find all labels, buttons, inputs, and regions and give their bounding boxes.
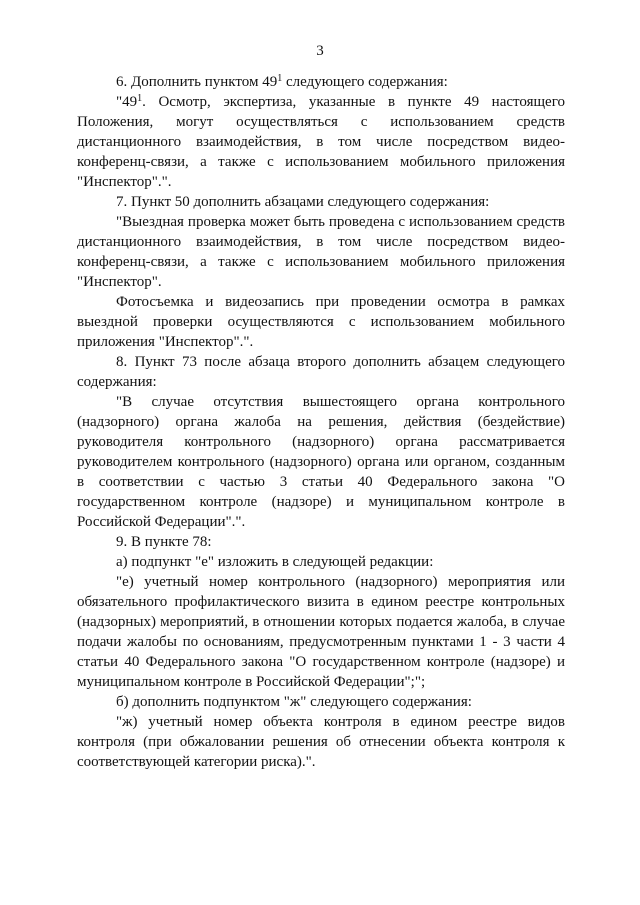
document-body	[77, 72, 565, 772]
paragraph-7-text-1: "Выездная проверка может быть проведена с использованием средств дистанционного взаимодействия, в том числе посредством видео-конференц-связи, а также с использованием мобильного приложения "Инспектор".	[77, 214, 565, 290]
paragraph-9-b: б) дополнить подпунктом "ж" следующего содержания:	[116, 694, 472, 710]
paragraph-9-a-text: "е) учетный номер контрольного (надзорного) мероприятия или обязательного профилактического визита в едином реестре контрольных (надзорных) мероприятий, в отношении которых подается жалоба, в случае подачи жалобы по основаниям, предусмотренным пунктами 1 - 3 части 4 статьи 40 Федерального закона "О государственном контроле (надзоре) и муниципальном контроле в Российской Федерации";";	[77, 574, 565, 690]
page-number: 3	[316, 43, 324, 59]
paragraph-8-text: "В случае отсутствия вышестоящего органа контрольного (надзорного) органа жалоба на решения, действия (бездействие) руководителя контрольного (надзорного) органа рассматривается руководителем контрольного (надзорного) органа или органом, созданным в соответствии с частью 3 статьи 40 Федерального закона "О государственном контроле (надзоре) и муниципальном контроле в Российской Федерации".".	[77, 394, 565, 530]
paragraph-9: 9. В пункте 78:	[116, 534, 212, 550]
paragraph-9-b-text: "ж) учетный номер объекта контроля в едином реестре видов контроля (при обжаловании решения об отнесении объекта контроля к соответствующей категории риска).".	[77, 714, 565, 770]
paragraph-6: 6. Дополнить пунктом $49^1$ следующего содержания:	[116, 73, 448, 90]
paragraph-7-text-2: Фотосъемка и видеозапись при проведении осмотра в рамках выездной проверки осуществляются с использованием мобильного приложения "Инспектор".".	[77, 294, 565, 350]
paragraph-9-a: а) подпункт "е" изложить в следующей редакции:	[116, 554, 434, 570]
paragraph-8: 8. Пункт 73 после абзаца второго дополнить абзацем следующего содержания:	[77, 354, 565, 390]
paragraph-7: 7. Пункт 50 дополнить абзацами следующего содержания:	[116, 194, 490, 210]
paragraph-49-1-text: "$49^1$. Осмотр, экспертиза, указанные в пункте 49 настоящего Положения, могут осуществляться с использованием средств дистанционного взаимодействия, в том числе посредством видео-конференц-связи, а также с использованием мобильного приложения "Инспектор".".	[77, 93, 565, 190]
